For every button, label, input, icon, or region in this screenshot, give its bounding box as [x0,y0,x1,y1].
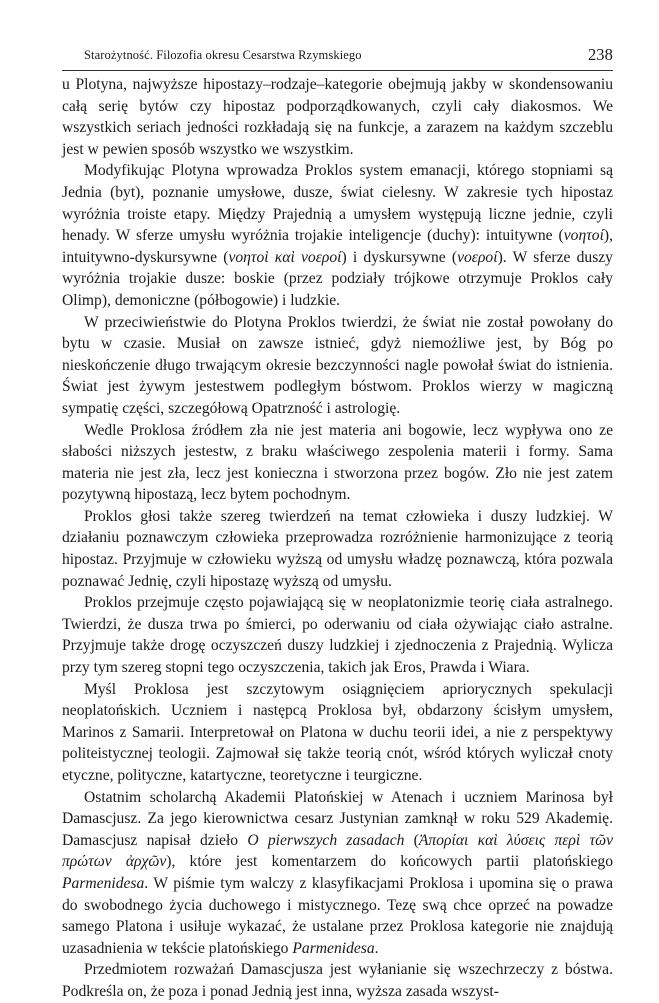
text-run: Przedmiotem rozważań Damascjusza jest wyłanianie się wszechrzeczy z bóstwa. Podkreśla on, że poza i ponad Jednią jest inna, wyższa zasada wszyst- [62,961,613,1000]
text-run: ), które jest komentarzem do końcowych partii platońskiego [166,853,613,871]
text-run: Proklos głosi także szereg twierdzeń na temat człowieka i duszy ludzkiej. W działaniu poznawczym człowieka przeprowadza rozróżnienie harmonizujące z teorią hipostaz. Przyjmuje w człowieku wyższą od umysłu władzę poznawczą, która pozwala poznawać Jednię, czyli hipostazę wyższą od umysłu. [62,507,613,590]
running-title: Starożytność. Filozofia okresu Cesarstwa Rzymskiego [84,48,362,62]
text-run: ( [404,831,419,849]
paragraph [62,74,613,160]
text-run: . W piśmie tym walczy z klasyfikacjami Proklosa i upomina się o prawa do swobodnego życia duchowego i mistycznego. Tezę swą chce oprzeć na powadze samego Platona i usiłuje wykazać, że ustalane przez Proklosa kategorie nie znajdują uzasadnienia w tekście platońskiego [62,874,613,957]
greek-term: νοητοὶ καὶ νοεροί [228,248,342,266]
italic-title: Parmenidesa [62,874,145,892]
body-text [62,74,613,1003]
header-rule [62,70,613,71]
text-run: Myśl Proklosa jest szczytowym osiągnięciem apriorycznych spekulacji neoplatońskich. Uczniem i następcą Proklosa był, obdarzony ścisłym umysłem, Marinos z Samarii. Interpretował on Platona w duchu teorii idei, a nie z perspektywy politeistycznej teologii. Zajmował się także teorią cnót, wśród których wyliczał cnoty etyczne, polityczne, katartyczne, teoretyczne i teurgiczne. [62,680,613,784]
text-run: ). W sferze duszy wyróżnia trojakie dusze: boskie (przez podziały trójkowe otrzymuje Proklos cały Olimp), demoniczne (półbogowie) i ludzkie. [62,248,613,309]
text-run: Ostatnim scholarchą Akademii Platońskiej w Atenach i uczniem Marinosa był Damascjusz. Za jego kierownictwa cesarz Justynian zamknął w roku 529 Akademię. Damascjusz napisał dzieło [62,788,613,849]
greek-term: νοητοί [563,227,604,245]
text-run: ) i dyskursywne ( [341,248,458,266]
paragraph [62,592,613,678]
italic-title: Parmenidesa [292,939,375,957]
page-number: 238 [587,45,613,64]
paragraph [62,312,613,420]
paragraph [62,420,613,506]
paragraph [62,160,613,311]
text-run: u Plotyna, najwyższe hipostazy–rodzaje–kategorie obejmują jakby w skondensowaniu całą serię bytów czy hipostaz podporządkowanych, czyli cały diakosmos. We wszystkich seriach jedności rozkładają się na funkcje, a zarazem na każdym szczeblu jest w pewien sposób wszystko we wszystkim. [62,76,613,158]
text-run: W przeciwieństwie do Plotyna Proklos twierdzi, że świat nie został powołany do bytu w czasie. Musiał on zawsze istnieć, gdyż niemożliwe jest, by Bóg po nieskończenie długo trwającym okresie bezczynności nagle powołał świat do istnienia. Świat jest żywym jestestwem podległym bóstwom. Proklos wierzy w magiczną sympatię części, szczegółową Opatrzność i astrologię. [62,313,613,417]
text-run: Proklos przejmuje często pojawiającą się w neoplatonizmie teorię ciała astralnego. Twierdzi, że dusza trwa po śmierci, po oderwaniu od ciała ożywiając ciało astralne. Przyjmuje także drogę oczyszczeń duszy ludzkiej i zjednoczenia z Prajednią. Wylicza przy tym szereg stopni tego oczyszczenia, takich jak Eros, Prawda i Wiara. [62,594,613,677]
greek-term: νοεροί [457,248,498,266]
paragraph [62,506,613,592]
running-head [84,46,613,66]
text-run: . [374,939,379,957]
text-run: Wedle Proklosa źródłem zła nie jest materia ani bogowie, lecz wypływa ono ze słabości niższych jestestw, z braku właściwego zespolenia materii i formy. Sama materia nie jest zła, lecz jest konieczna i stworzona przez bogów. Zło nie jest zatem pozytywną hipostazą, lecz bytem pochodnym. [62,421,613,504]
paragraph [62,959,613,1002]
paragraph [62,787,613,960]
greek-term: Ἀπορίαι καὶ λύσεις περὶ τῶν πρώτων ἀρχῶν [62,831,614,871]
italic-title: O pierwszych zasadach [247,831,405,849]
paragraph [62,679,613,787]
text-run: ), intuitywno-dyskursywne ( [62,227,613,266]
text-run: Modyfikując Plotyna wprowadza Proklos system emanacji, którego stopniami są Jednia (byt), poznanie umysłowe, dusze, świat cielesny. W zakresie tych hipostaz wyróżnia troiste etapy. Między Prajednią a umysłem występują liczne jednie, czyli henady. W sferze umysłu wyróżnia trojakie inteligencje (duchy): intuitywne ( [62,162,613,245]
book-page [62,0,614,1000]
